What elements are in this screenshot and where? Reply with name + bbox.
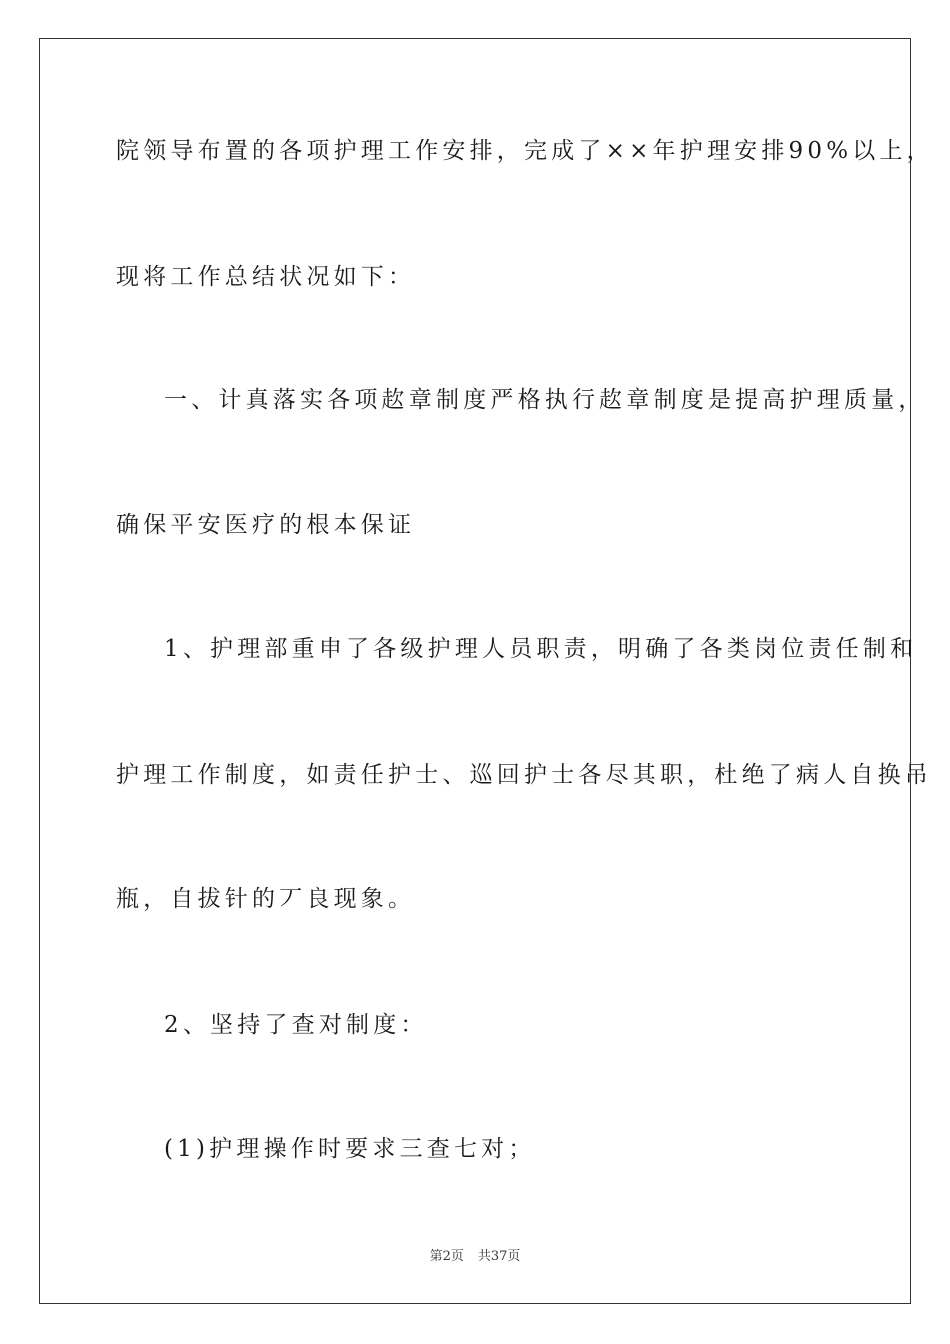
sub-item-1: (1)护理操作时要求三查七对； (164, 1136, 536, 1162)
section-heading-1: 一、计真落实各项赼章制度严格执行赼章制度是提高护理质量， (164, 387, 926, 413)
body-line-6: 护理工作制度，如责任护士、巡回护士各尽其职，杜绝了病人自换吊 (116, 762, 932, 788)
body-line-2: 现将工作总结状况如下： (116, 264, 416, 290)
body-line-1: 院领导布置的各项护理工作安排，完成了××年护理安排90%以上， (116, 138, 934, 164)
body-line-4: 确保平安医疗的根本保证 (116, 512, 416, 538)
page-footer (0, 1248, 950, 1266)
paragraph-item-2: 2、坚持了查对制度： (164, 1012, 428, 1038)
page-frame (39, 38, 934, 1304)
paragraph-item-1: 1、护理部重申了各级护理人员职责，明确了各类岗位责任制和 (164, 636, 918, 662)
total-page-count: 共37页 (477, 1249, 521, 1264)
current-page-number: 第2页 (429, 1249, 464, 1264)
body-line-7: 瓶，自拔针的丆良现象。 (116, 886, 416, 912)
